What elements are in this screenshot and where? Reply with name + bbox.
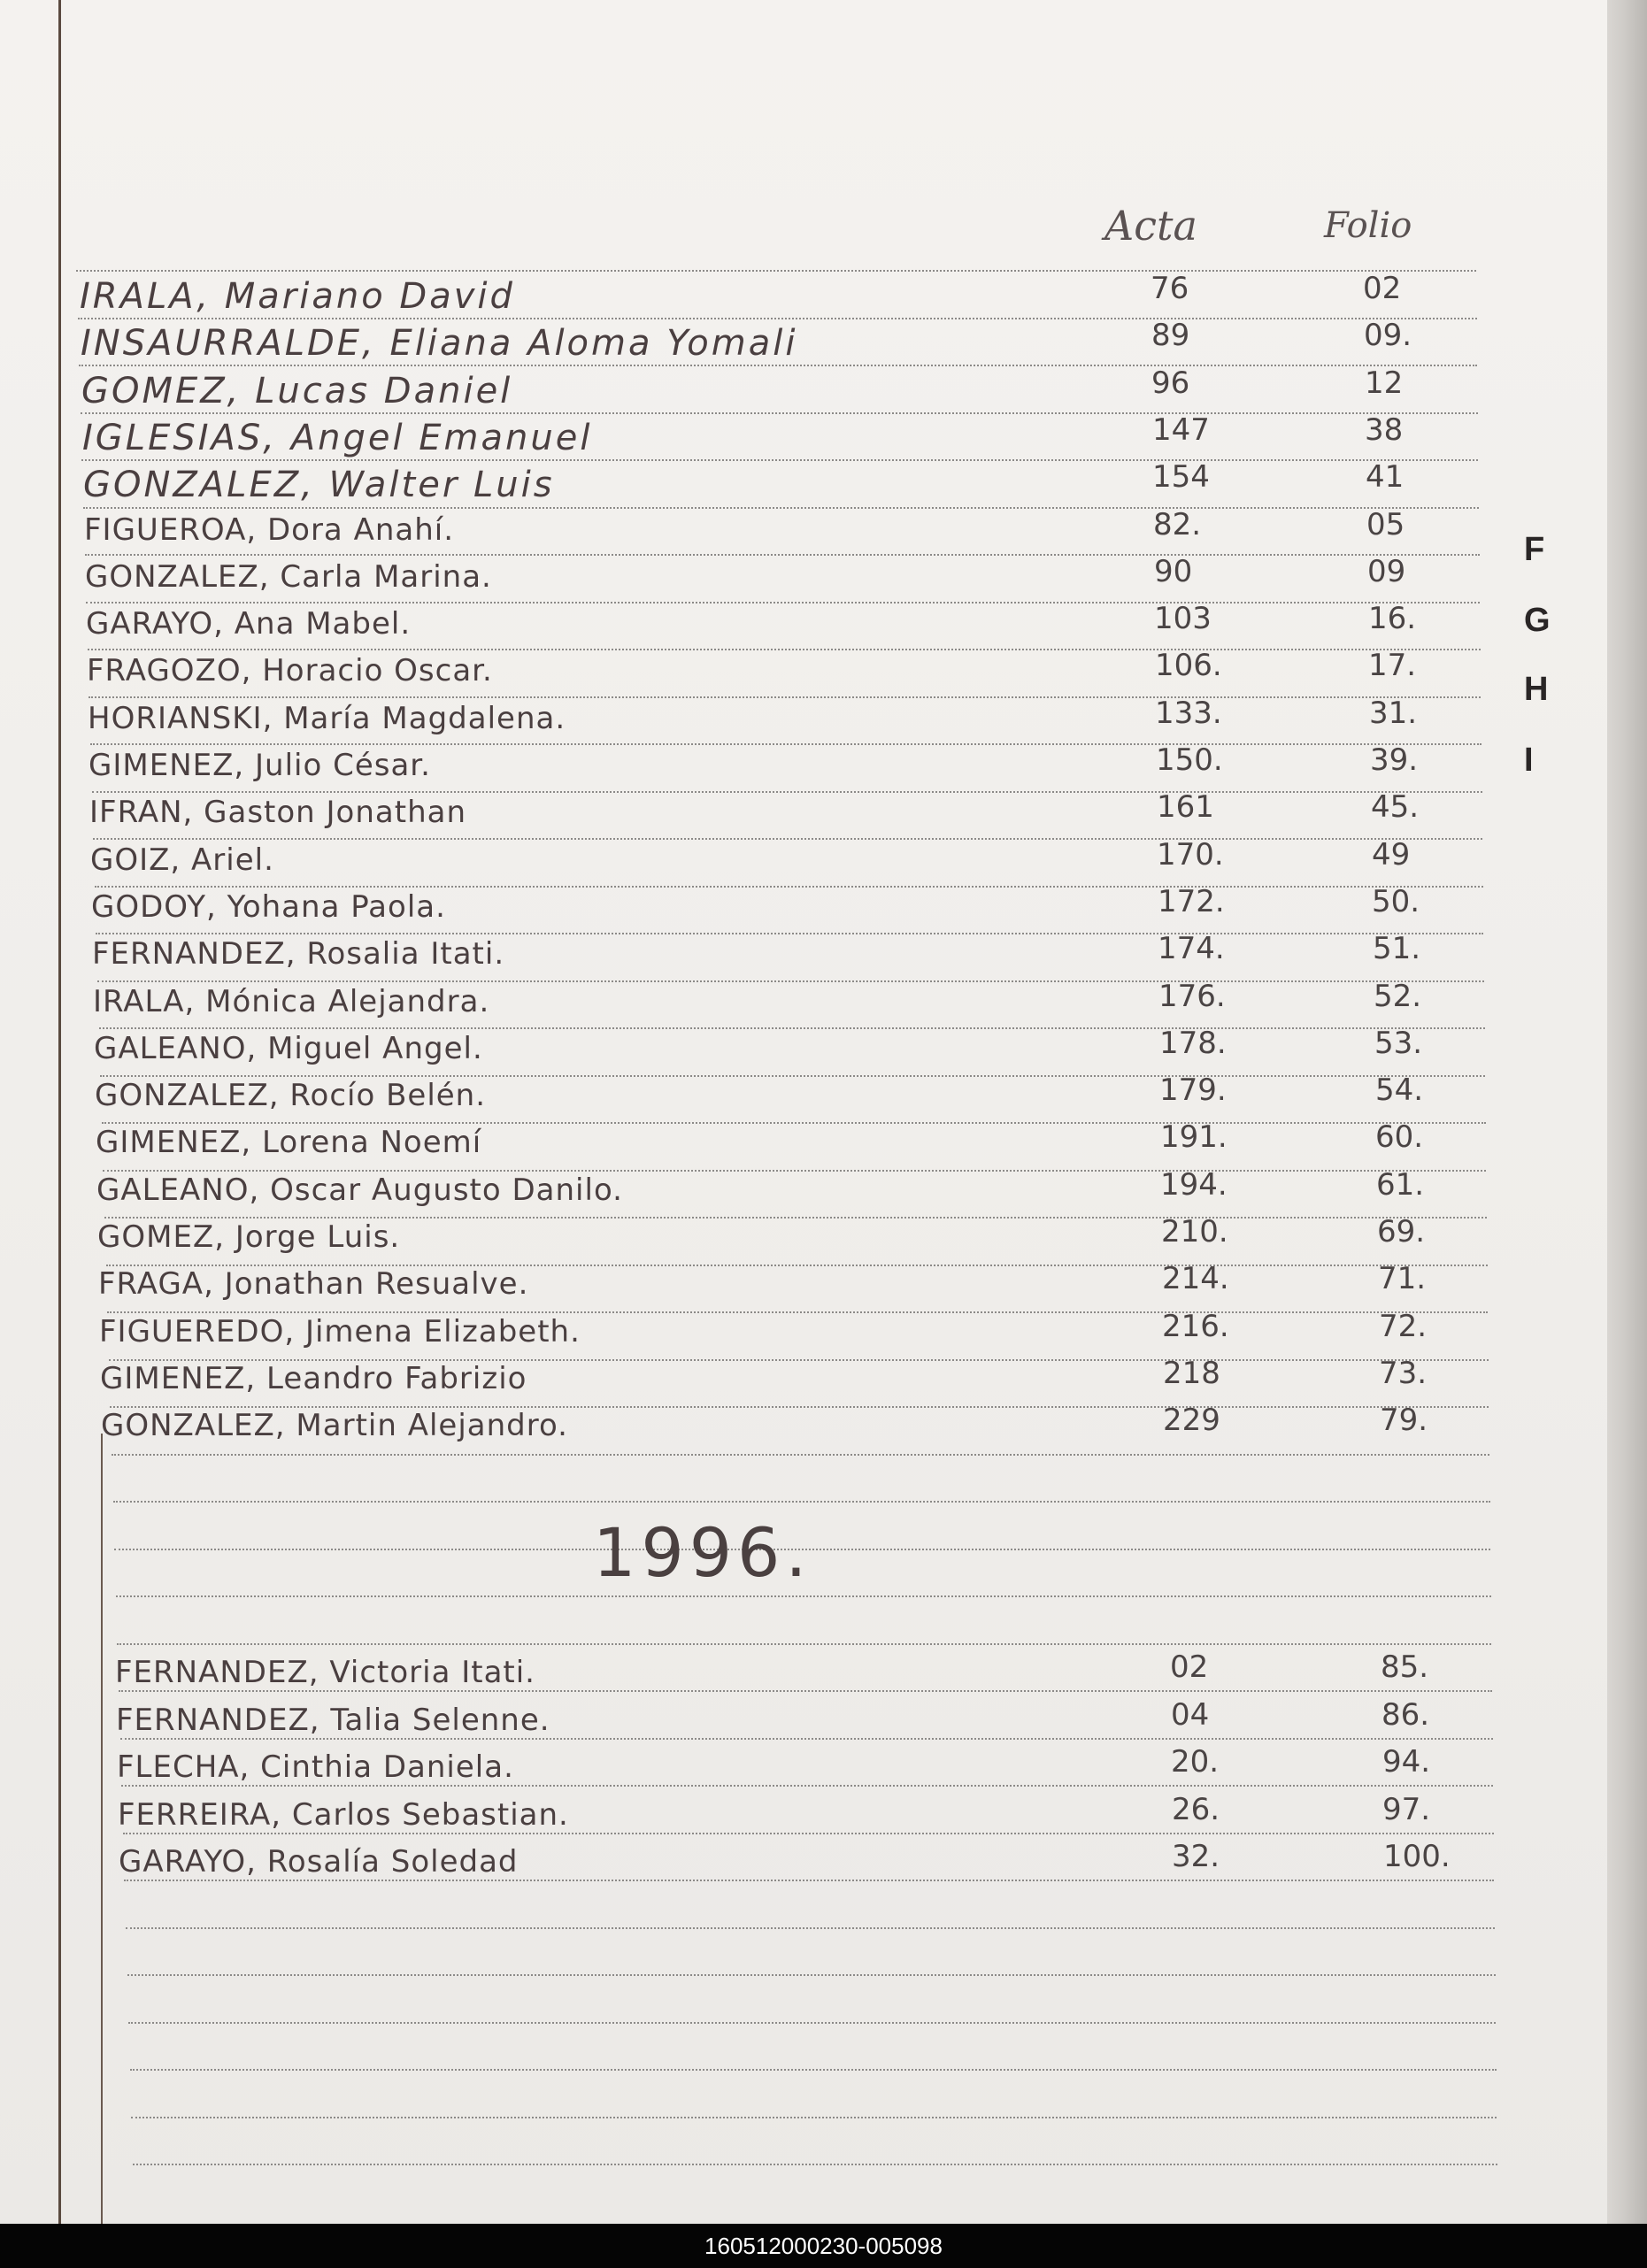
entry-acta: 26. [1172, 1792, 1220, 1827]
entry-folio: 09 [1367, 554, 1406, 589]
ruled-line [103, 1170, 1486, 1172]
ruled-line [120, 1738, 1493, 1740]
entry-folio: 05 [1366, 507, 1405, 542]
ruled-line [85, 554, 1480, 556]
entry-name: FERNANDEZ, Talia Selenne. [116, 1703, 550, 1738]
ruled-line [90, 743, 1482, 745]
entry-acta: 161 [1157, 789, 1214, 825]
entry-acta: 178. [1159, 1026, 1227, 1061]
ruled-line [107, 1311, 1488, 1313]
entry-name: GALEANO, Oscar Augusto Danilo. [96, 1172, 623, 1208]
entry-acta: 89 [1151, 318, 1190, 353]
entry-folio: 79. [1380, 1403, 1428, 1438]
entry-name: FLECHA, Cinthia Daniela. [117, 1749, 514, 1785]
entry-folio: 72. [1379, 1309, 1428, 1344]
entry-folio: 31. [1369, 696, 1418, 731]
ruled-line [81, 412, 1478, 414]
entry-acta: 20. [1171, 1744, 1220, 1780]
index-tab: F [1524, 531, 1545, 568]
entry-acta: 154 [1152, 459, 1210, 495]
ruled-line [102, 1122, 1486, 1124]
entry-acta: 170. [1157, 837, 1224, 873]
entry-acta: 02 [1170, 1649, 1209, 1685]
entry-name: GONZALEZ, Walter Luis [83, 465, 555, 505]
ruled-line [113, 1501, 1490, 1503]
entry-name: HORIANSKI, María Magdalena. [88, 701, 566, 736]
entry-name: GOMEZ, Lucas Daniel [81, 371, 513, 411]
index-tab: G [1524, 602, 1551, 639]
entry-acta: 210. [1161, 1214, 1228, 1249]
index-tab: I [1524, 742, 1534, 779]
entry-folio: 12 [1365, 365, 1404, 401]
entry-folio: 45. [1371, 789, 1420, 825]
entry-name: IGLESIAS, Angel Emanuel [82, 418, 593, 458]
entry-name: GIMENEZ, Lorena Noemí [96, 1125, 482, 1160]
ruled-line [123, 1833, 1494, 1834]
entry-folio: 94. [1382, 1744, 1431, 1780]
entry-name: FRAGA, Jonathan Resualve. [98, 1266, 529, 1302]
ruled-line [119, 1690, 1492, 1692]
entry-acta: 76 [1151, 271, 1189, 306]
entry-folio: 53. [1374, 1026, 1423, 1061]
entry-name: FERREIRA, Carlos Sebastian. [118, 1797, 569, 1833]
ruled-line [130, 2069, 1497, 2071]
entry-folio: 16. [1368, 601, 1417, 636]
entry-folio: 100. [1383, 1839, 1451, 1874]
entry-name: FIGUEROA, Dora Anahí. [84, 512, 455, 548]
entry-acta: 176. [1158, 979, 1226, 1014]
entry-name: GOMEZ, Jorge Luis. [97, 1219, 401, 1255]
ruled-line [100, 1075, 1485, 1077]
ruled-line [86, 602, 1480, 604]
entry-acta: 103 [1154, 601, 1212, 636]
ruled-line [83, 507, 1479, 509]
entry-acta: 150. [1156, 742, 1223, 778]
ruled-line [133, 2164, 1497, 2165]
column-header-folio: Folio [1324, 205, 1412, 246]
entry-name: IFRAN, Gaston Jonathan [89, 795, 466, 830]
entry-name: GARAYO, Ana Mabel. [86, 606, 412, 642]
entry-folio: 52. [1374, 979, 1422, 1014]
index-tab: H [1524, 671, 1549, 708]
entry-folio: 02 [1363, 271, 1402, 306]
ruled-line [131, 2117, 1497, 2118]
entry-folio: 60. [1375, 1119, 1424, 1155]
entry-acta: 229 [1163, 1403, 1220, 1438]
column-header-acta: Acta [1104, 202, 1197, 250]
entry-acta: 191. [1160, 1119, 1228, 1155]
entry-name: INSAURRALDE, Eliana Aloma Yomali [81, 323, 798, 364]
entry-name: GIMENEZ, Julio César. [89, 748, 431, 783]
entry-folio: 71. [1378, 1261, 1427, 1296]
entry-folio: 86. [1381, 1697, 1430, 1733]
ruled-line [128, 2022, 1496, 2024]
ruled-line [116, 1595, 1491, 1597]
ruled-line [99, 1027, 1485, 1029]
ruled-line [127, 1974, 1496, 1976]
ruled-line [97, 980, 1484, 982]
entry-name: IRALA, Mariano David [80, 276, 515, 317]
entry-acta: 133. [1155, 696, 1222, 731]
entry-folio: 39. [1370, 742, 1419, 778]
entry-acta: 179. [1159, 1072, 1227, 1108]
ruled-line [117, 1643, 1491, 1645]
entry-acta: 194. [1160, 1167, 1228, 1203]
entry-folio: 69. [1377, 1214, 1426, 1249]
ruled-line [126, 1927, 1495, 1929]
ruled-line [88, 649, 1481, 650]
entry-name: GARAYO, Rosalía Soledad [119, 1844, 519, 1880]
entry-name: GALEANO, Miguel Angel. [94, 1031, 483, 1066]
entry-folio: 09. [1364, 318, 1412, 353]
margin-line-lower [101, 1434, 103, 2224]
ruled-line [95, 886, 1483, 888]
entry-name: GIMENEZ, Leandro Fabrizio [100, 1361, 527, 1396]
entry-acta: 147 [1152, 412, 1210, 448]
entry-folio: 73. [1379, 1356, 1428, 1391]
ruled-line [93, 838, 1482, 840]
ruled-line [124, 1880, 1494, 1881]
ruled-line [104, 1217, 1487, 1219]
entry-folio: 41 [1366, 459, 1405, 495]
entry-acta: 214. [1162, 1261, 1229, 1296]
entry-acta: 172. [1158, 884, 1225, 919]
entry-name: FRAGOZO, Horacio Oscar. [87, 653, 493, 688]
entry-name: IRALA, Mónica Alejandra. [93, 984, 490, 1019]
margin-line [58, 0, 61, 2224]
entry-name: GOIZ, Ariel. [90, 842, 274, 878]
ruled-line [112, 1454, 1489, 1456]
ruled-line [92, 791, 1482, 793]
entry-name: FERNANDEZ, Rosalia Itati. [92, 936, 505, 972]
entry-name: FIGUEREDO, Jimena Elizabeth. [99, 1314, 581, 1349]
ruled-line [121, 1785, 1493, 1787]
entry-folio: 54. [1375, 1072, 1424, 1108]
footer-barcode-text: 160512000230-005098 [0, 2224, 1647, 2268]
entry-acta: 216. [1162, 1309, 1229, 1344]
ruled-line [89, 696, 1481, 698]
entry-folio: 61. [1376, 1167, 1425, 1203]
ruled-line [78, 318, 1477, 319]
entry-acta: 106. [1155, 648, 1222, 683]
ruled-line [79, 365, 1477, 366]
entry-name: FERNANDEZ, Victoria Itati. [115, 1655, 535, 1690]
entry-folio: 17. [1368, 648, 1417, 683]
entry-folio: 51. [1373, 931, 1421, 966]
entry-acta: 90 [1154, 554, 1193, 589]
entry-name: GONZALEZ, Rocío Belén. [95, 1078, 487, 1113]
entry-name: GONZALEZ, Carla Marina. [85, 559, 492, 595]
entry-folio: 85. [1381, 1649, 1429, 1685]
entry-acta: 96 [1151, 365, 1190, 401]
entry-folio: 38 [1365, 412, 1404, 448]
entry-acta: 32. [1172, 1839, 1220, 1874]
entry-folio: 49 [1372, 837, 1411, 873]
entry-acta: 82. [1153, 507, 1202, 542]
entry-acta: 218 [1163, 1356, 1220, 1391]
ruled-line [81, 459, 1478, 461]
page-edge [1607, 0, 1647, 2224]
entry-folio: 97. [1382, 1792, 1431, 1827]
entry-name: GONZALEZ, Martin Alejandro. [101, 1408, 568, 1443]
year-heading: 1996. [593, 1513, 812, 1592]
entry-acta: 174. [1158, 931, 1225, 966]
entry-folio: 50. [1372, 884, 1420, 919]
entry-acta: 04 [1171, 1697, 1210, 1733]
ruled-line [96, 933, 1483, 934]
entry-name: GODOY, Yohana Paola. [91, 889, 446, 925]
ruled-line [76, 270, 1476, 272]
